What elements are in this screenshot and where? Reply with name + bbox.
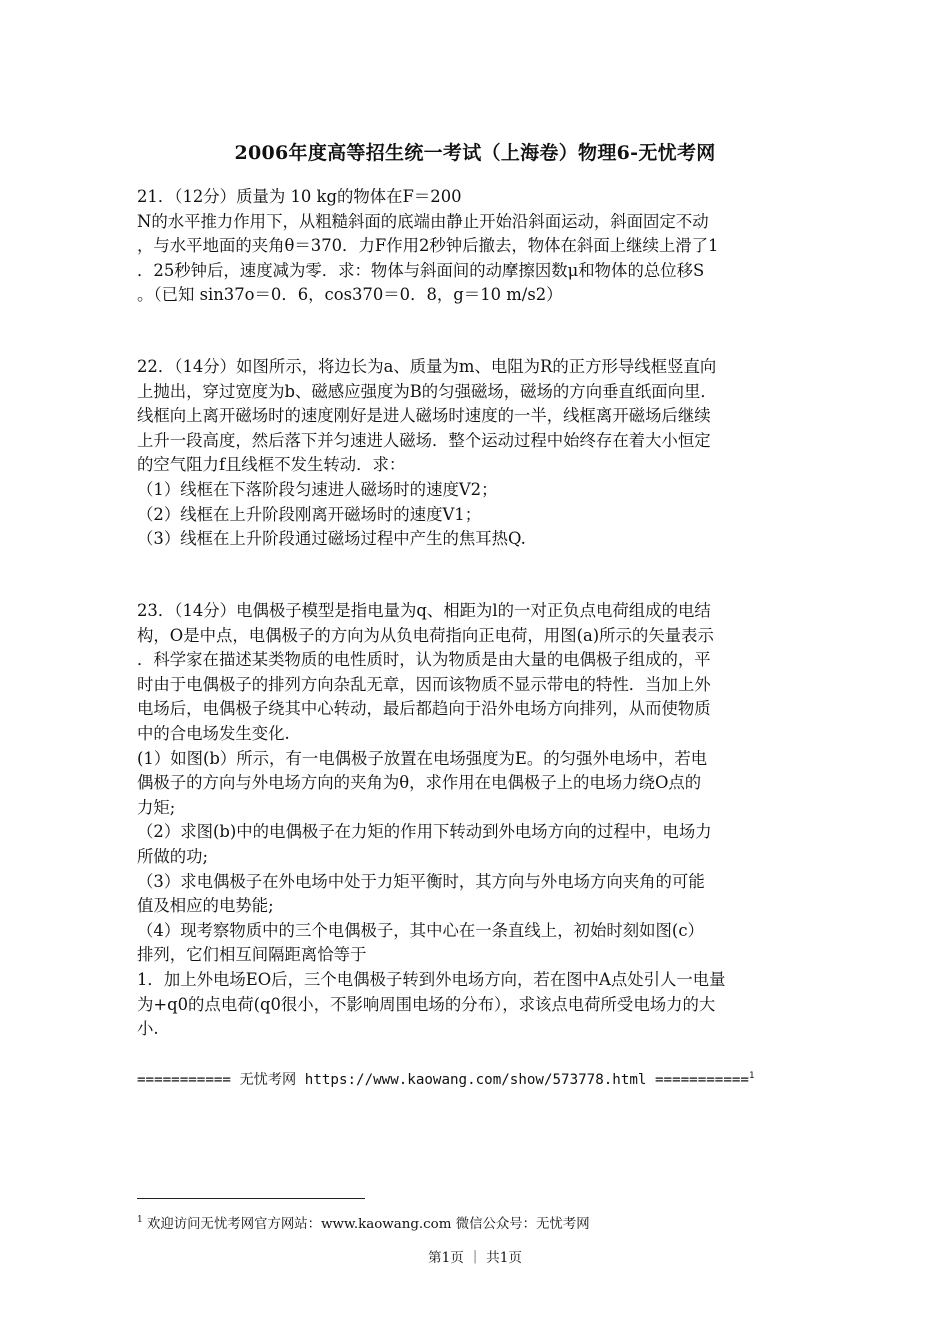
question-23 [137,599,817,1042]
footnote-text: 欢迎访问无忧考网官方网站：www.kaowang.com 微信公众号：无忧考网 [147,1217,590,1232]
question-text-line: （4）现考察物质中的三个电偶极子，其中心在一条直线上，初始时刻如图(c） [137,920,704,940]
question-text-line: ，与水平地面的夹角θ＝370．力F作用2秒钟后撤去，物体在斜面上继续上滑了1 [137,236,719,256]
question-text-line: (1）如图(b）所示，有一电偶极子放置在电场强度为E。的匀强外电场中，若电 [137,748,708,768]
question-text-line: 偶极子的方向与外电场方向的夹角为θ，求作用在电偶极子上的电场力绕O点的 [137,773,702,793]
question-22 [137,355,817,552]
question-text-line: （3）求电偶极子在外电场中处于力矩平衡时，其方向与外电场方向夹角的可能 [137,871,705,891]
source-separator [137,1066,754,1090]
question-text-line: ．25秒钟后，速度减为零．求：物体与斜面间的动摩擦因数μ和物体的总位移S [137,260,705,280]
question-text-line: 排列，它们相互间隔距离恰等于 [137,945,367,965]
question-text-line: 22．（14分）如图所示，将边长为a、质量为m、电阻为R的正方形导线框竖直向 [137,357,717,376]
question-text-line: 21．（12分）质量为 10 kg的物体在F＝200 [137,187,462,206]
question-text-line: 值及相应的电势能; [137,896,274,916]
question-text-line: 线框向上离开磁场时的速度刚好是进人磁场时速度的一半，线框离开磁场后继续 [137,406,711,426]
question-text-line: 为+q0的点电荷(q0很小，不影响周围电场的分布），求该点电荷所受电场力的大 [137,994,716,1014]
question-text-line: 23．（14分）电偶极子模型是指电量为q、相距为l的一对正负点电荷组成的电结 [137,601,711,620]
question-text-line: 小. [137,1019,159,1039]
question-text-line: （1）线框在下落阶段匀速进人磁场时的速度V2； [137,479,498,499]
source-separator-text: =========== 无忧考网 https://www.kaowang.com/show/573778.html =========== [137,1072,749,1088]
question-text-line: 中的合电场发生变化. [137,723,290,743]
question-text-line: 所做的功; [137,846,209,866]
footnote-marker: 1 [137,1215,143,1225]
question-text-line: 时由于电偶极子的排列方向杂乱无章，因而该物质不显示带电的特性．当加上外 [137,674,711,694]
page-number: 第1页 ｜ 共1页 [428,1250,522,1266]
question-text-line: ．科学家在描述某类物质的电性质时，认为物质是由大量的电偶极子组成的，平 [137,650,711,670]
question-text-line: 构，O是中点，电偶极子的方向为从负电荷指向正电荷，用图(a)所示的矢量表示 [137,625,714,645]
question-21 [137,185,817,308]
document-title: 2006年度高等招生统一考试（上海卷）物理6-无忧考网 [234,142,716,164]
question-text-line: 力矩; [137,797,176,817]
question-text-line: 上升一段高度，然后落下并匀速进人磁场．整个运动过程中始终存在着大小恒定 [137,430,711,450]
question-text-line: 1．加上外电场EO后，三个电偶极子转到外电场方向，若在图中A点处引人一电量 [137,969,726,989]
question-text-line: 的空气阻力f且线框不发生转动．求： [137,455,406,475]
question-text-line: 上抛出，穿过宽度为b、磁感应强度为B的匀强磁场，磁场的方向垂直纸面向里． [137,381,717,401]
question-text-line: （3）线框在上升阶段通过磁场过程中产生的焦耳热Q. [137,529,526,549]
footnote-reference: 1 [748,1071,755,1081]
question-text-line: 。（已知 sin37o＝0．6，cos370＝0．8，g＝10 m/s2） [137,285,563,305]
footnote-divider [137,1198,365,1199]
question-text-line: （2）求图(b)中的电偶极子在力矩的作用下转动到外电场方向的过程中，电场力 [137,822,712,842]
question-text-line: 电场后，电偶极子绕其中心转动，最后都趋向于沿外电场方向排列，从而使物质 [137,699,711,719]
footnote [137,1211,590,1234]
question-text-line: N的水平推力作用下，从粗糙斜面的底端由静止开始沿斜面运动，斜面固定不动 [137,211,709,231]
question-text-line: （2）线框在上升阶段刚离开磁场时的速度V1； [137,504,482,524]
